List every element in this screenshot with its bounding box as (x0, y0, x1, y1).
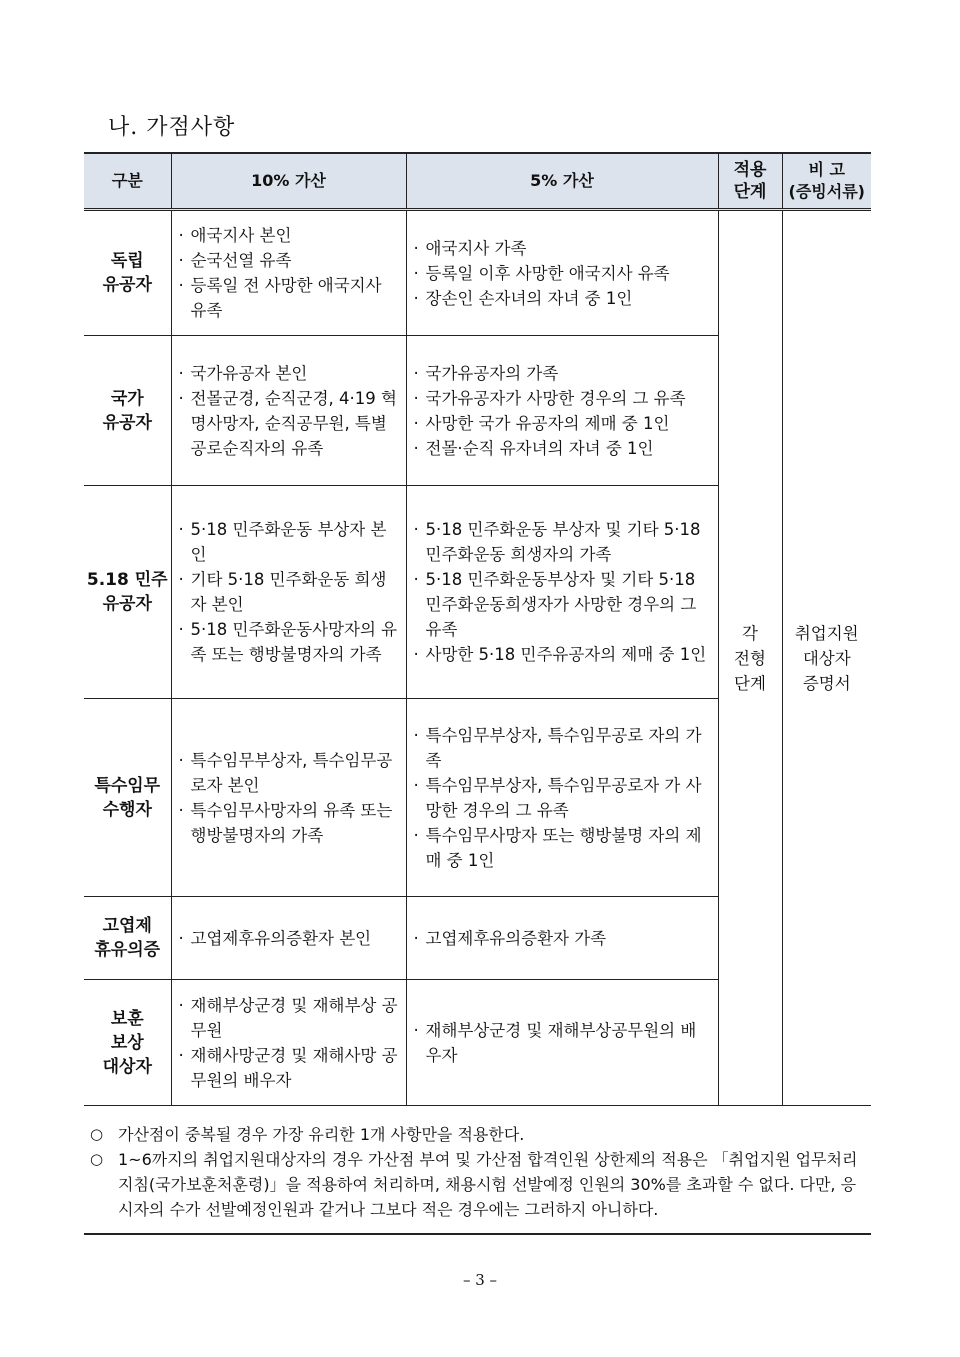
list-item: · 애국지사 가족 (411, 236, 710, 261)
eligibility-list (411, 236, 710, 311)
header-ten-percent: 10% 가산 (171, 153, 406, 210)
notes-section (88, 1122, 858, 1222)
row-category: 보훈 보상 대상자 (84, 980, 171, 1106)
list-item: · 기타 5·18 민주화운동 희생자 본인 (176, 567, 398, 617)
list-item: · 애국지사 본인 (176, 223, 398, 248)
note-item (88, 1122, 858, 1147)
list-item: · 국가유공자의 가족 (411, 361, 710, 386)
list-item: · 사망한 5·18 민주유공자의 제매 중 1인 (411, 642, 710, 667)
bonus-points-table (84, 152, 871, 1106)
remark-cell: 취업지원 대상자 증명서 (782, 210, 871, 1106)
five-percent-cell (406, 336, 718, 486)
five-percent-cell (406, 486, 718, 699)
bottom-rule (84, 1233, 871, 1235)
five-percent-cell (406, 980, 718, 1106)
eligibility-list (411, 926, 710, 951)
list-item: · 특수임무부상자, 특수임무공로 자의 가족 (411, 723, 710, 773)
list-item: · 5·18 민주화운동 부상자 및 기타 5·18 민주화운동 희생자의 가족 (411, 517, 710, 567)
row-category: 독립 유공자 (84, 210, 171, 336)
list-item: · 전몰군경, 순직군경, 4·19 혁명사망자, 순직공무원, 특별공로순직자의 유족 (176, 386, 398, 461)
ten-percent-cell (171, 980, 406, 1106)
list-item: · 특수임무부상자, 특수임무공로자 본인 (176, 748, 398, 798)
list-item: · 재해부상군경 및 재해부상공무원의 배우자 (411, 1018, 710, 1068)
list-item: · 국가유공자가 사망한 경우의 그 유족 (411, 386, 710, 411)
eligibility-list (176, 517, 398, 667)
row-category: 고엽제 휴유의증 (84, 897, 171, 980)
eligibility-list (176, 993, 398, 1093)
eligibility-list (411, 361, 710, 461)
eligibility-list (176, 361, 398, 461)
five-percent-cell (406, 897, 718, 980)
list-item: · 5·18 민주화운동부상자 및 기타 5·18 민주화운동희생자가 사망한 경우의 그 유족 (411, 567, 710, 642)
list-item: · 장손인 손자녀의 자녀 중 1인 (411, 286, 710, 311)
eligibility-list (176, 223, 398, 323)
section-title: 나. 가점사항 (108, 115, 236, 140)
list-item: · 순국선열 유족 (176, 248, 398, 273)
list-item: · 재해부상군경 및 재해부상 공무원 (176, 993, 398, 1043)
table-row (84, 210, 871, 336)
table-header-row (84, 153, 871, 210)
ten-percent-cell (171, 897, 406, 980)
five-percent-cell (406, 210, 718, 336)
list-item: · 고엽제후유의증환자 가족 (411, 926, 710, 951)
list-item: · 고엽제후유의증환자 본인 (176, 926, 398, 951)
header-category: 구분 (84, 153, 171, 210)
row-category: 국가 유공자 (84, 336, 171, 486)
eligibility-list (176, 926, 398, 951)
eligibility-list (411, 517, 710, 667)
circle-bullet-icon: ○ (90, 1125, 104, 1143)
list-item: · 전몰·순직 유자녀의 자녀 중 1인 (411, 436, 710, 461)
list-item: · 5·18 민주화운동사망자의 유족 또는 행방불명자의 가족 (176, 617, 398, 667)
row-category: 5.18 민주 유공자 (84, 486, 171, 699)
stage-cell: 각 전형 단계 (718, 210, 782, 1106)
list-item: · 국가유공자 본인 (176, 361, 398, 386)
five-percent-cell (406, 699, 718, 897)
list-item: · 특수임무사망자 또는 행방불명 자의 제매 중 1인 (411, 823, 710, 873)
header-remark: 비 고 (증빙서류) (782, 153, 871, 210)
list-item: · 5·18 민주화운동 부상자 본인 (176, 517, 398, 567)
list-item: · 재해사망군경 및 재해사망 공무원의 배우자 (176, 1043, 398, 1093)
ten-percent-cell (171, 699, 406, 897)
row-category: 특수임무 수행자 (84, 699, 171, 897)
circle-bullet-icon: ○ (90, 1150, 104, 1168)
eligibility-list (176, 748, 398, 848)
page-number: – 3 – (462, 1271, 498, 1289)
ten-percent-cell (171, 486, 406, 699)
list-item: · 등록일 이후 사망한 애국지사 유족 (411, 261, 710, 286)
note-text: 1~6까지의 취업지원대상자의 경우 가산점 부여 및 가산점 합격인원 상한제의 적용은 「취업지원 업무처리지침(국가보훈처훈령)」을 적용하여 처리하며, 채용시험 선발예정 인원의 30%를 초과할 수 없다. 다만, 응시자의 수가 선발예정인원과 같거나 그보다 적은 경우에는 그러하지 아니하다. (118, 1150, 858, 1219)
eligibility-list (411, 1018, 710, 1068)
ten-percent-cell (171, 210, 406, 336)
header-stage: 적용 단계 (718, 153, 782, 210)
list-item: · 등록일 전 사망한 애국지사 유족 (176, 273, 398, 323)
list-item: · 특수임무부상자, 특수임무공로자 가 사망한 경우의 그 유족 (411, 773, 710, 823)
list-item: · 특수임무사망자의 유족 또는 행방불명자의 가족 (176, 798, 398, 848)
list-item: · 사망한 국가 유공자의 제매 중 1인 (411, 411, 710, 436)
note-item (88, 1147, 858, 1222)
note-text: 가산점이 중복될 경우 가장 유리한 1개 사항만을 적용한다. (118, 1125, 525, 1144)
eligibility-list (411, 723, 710, 873)
header-five-percent: 5% 가산 (406, 153, 718, 210)
ten-percent-cell (171, 336, 406, 486)
